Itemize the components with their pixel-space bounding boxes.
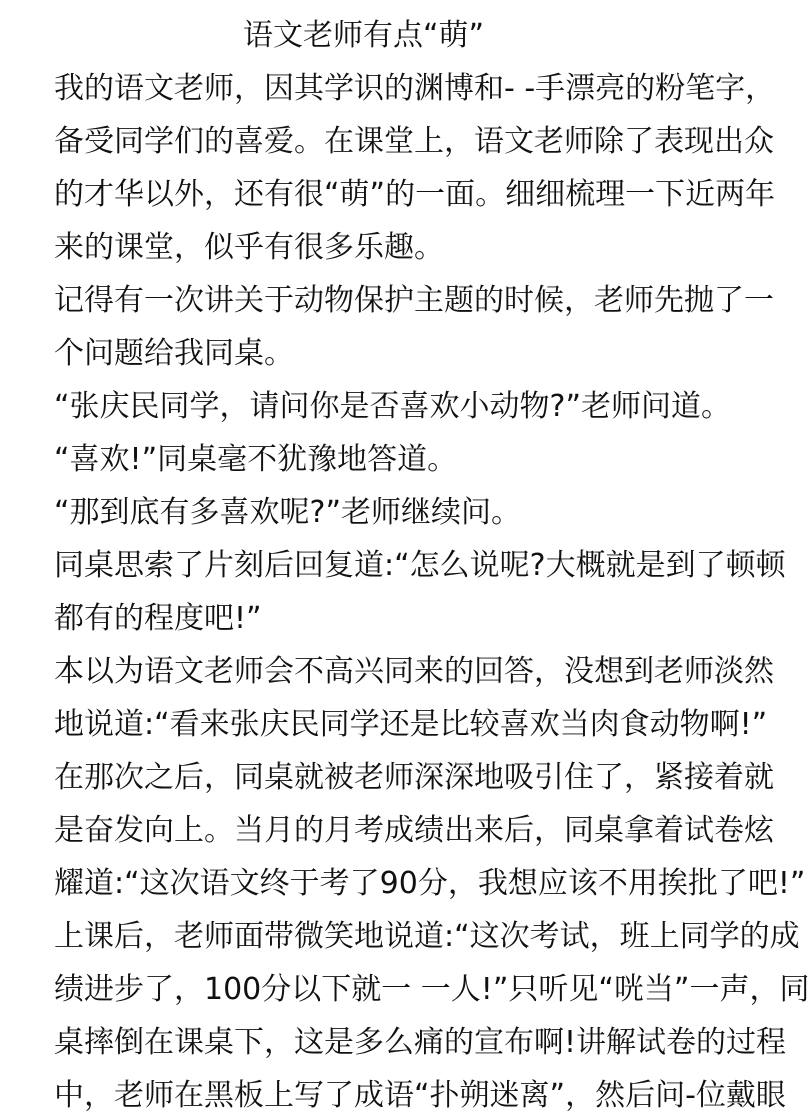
text-line: 我的语文老师，因其学识的渊博和- -手漂亮的粉笔字， bbox=[54, 71, 776, 106]
text-line: 记得有一次讲关于动物保护主题的时候，老师先抛了一 bbox=[54, 283, 774, 318]
document-title: 语文老师有点“萌” bbox=[243, 18, 485, 53]
text-line: 备受同学们的喜爱。在课堂上，语文老师除了表现出众 bbox=[54, 124, 774, 159]
text-line: 桌摔倒在课桌下，这是多么痛的宣布啊!讲解试卷的过程 bbox=[54, 1025, 787, 1060]
text-line: 地说道:“看来张庆民同学还是比较喜欢当肉食动物啊!” bbox=[54, 707, 768, 742]
text-line: 本以为语文老师会不高兴同来的回答，没想到老师淡然 bbox=[54, 654, 774, 689]
text-line: “喜欢!”同桌毫不犹豫地答道。 bbox=[54, 442, 458, 477]
text-line: 个问题给我同桌。 bbox=[54, 336, 294, 371]
text-line: 上课后，老师面带微笑地说道:“这次考试，班上同学的成 bbox=[54, 919, 800, 954]
text-line: 是奋发向上。当月的月考成绩出来后，同桌拿着试卷炫 bbox=[54, 813, 774, 848]
text-line: 绩进步了，100分以下就一 一人!”只听见“咣当”一声，同 bbox=[54, 972, 809, 1007]
text-line: 耀道:“这次语文终于考了90分，我想应该不用挨批了吧!” bbox=[54, 866, 806, 901]
text-line: 中，老师在黑板上写了成语“扑朔迷离”，然后问-位戴眼 bbox=[54, 1078, 786, 1113]
text-line: 都有的程度吧!” bbox=[54, 601, 262, 636]
text-line: “张庆民同学，请问你是否喜欢小动物?”老师问道。 bbox=[54, 389, 732, 424]
text-line: 同桌思索了片刻后回复道:“怎么说呢?大概就是到了顿顿 bbox=[54, 548, 786, 583]
text-line: 来的课堂，似乎有很多乐趣。 bbox=[54, 230, 444, 265]
text-line: 在那次之后，同桌就被老师深深地吸引住了，紧接着就 bbox=[54, 760, 774, 795]
text-line: 的才华以外，还有很“萌”的一面。细细梳理一下近两年 bbox=[54, 177, 776, 212]
text-line: “那到底有多喜欢呢?”老师继续问。 bbox=[54, 495, 522, 530]
